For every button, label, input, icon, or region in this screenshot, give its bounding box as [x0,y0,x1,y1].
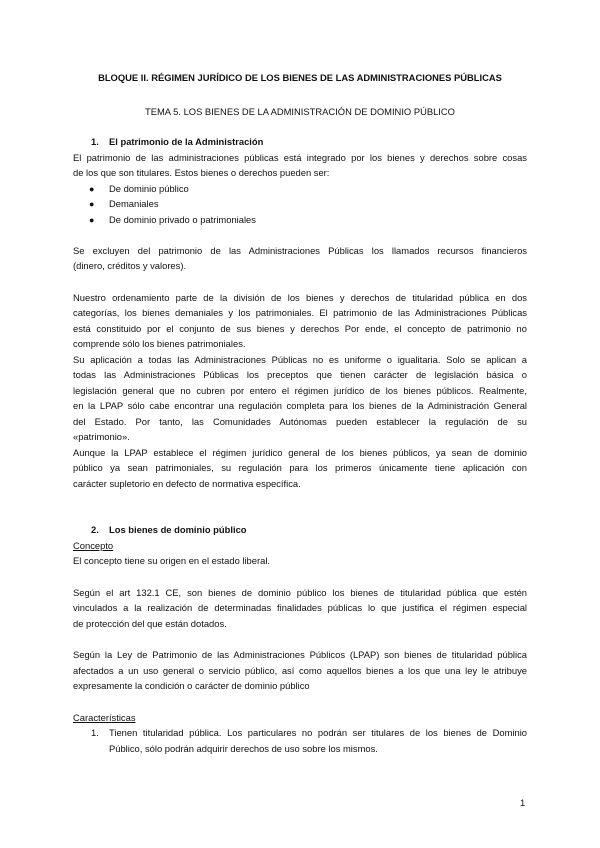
paragraph-line: legislación general que no cubren por entero el régimen jurídico de los bienes públicos. Realmente, [73,385,527,396]
subheading-caracteristicas: Características [73,712,136,723]
paragraph-line: de protección del que están dotados. [73,618,227,629]
paragraph-line: Se excluyen del patrimonio de las Administraciones Públicas los llamados recursos financieros [73,245,527,256]
paragraph-line: comprende sólo los bienes patrimoniales. [73,338,246,349]
paragraph-line: Según la Ley de Patrimonio de las Administraciones Públicos (LPAP) son bienes de titularidad pública [73,649,527,660]
list-item: De dominio privado o patrimoniales [109,214,256,225]
paragraph-line: (dinero, créditos y valores). [73,260,187,271]
paragraph-line: Aunque la LPAP establece el régimen jurídico general de los bienes públicos, ya sean de dominio [73,447,527,458]
bullet-icon: ● [89,199,95,209]
paragraph-line: público ya sean patrimoniales, su regulación para los primeros únicamente tiene aplicación con [73,462,527,473]
paragraph-line: del Estado. Por tanto, las Comunidades Autónomas pueden establecer la regulación de su [73,416,527,427]
paragraph-line: Su aplicación a todas las Administraciones Públicas no es uniforme o igualitaria. Solo se aplican a [73,354,527,365]
bullet-icon: ● [89,215,95,225]
list-number: 1. [91,727,99,738]
paragraph-line: afectados a un uso general o servicio público, así como aquellos bienes a los que una ley le atribuye [73,665,527,676]
paragraph-line: todas las Administraciones Públicas los preceptos que tienen carácter de legislación básica o [73,369,527,380]
paragraph-line: categorías, los bienes demaniales y los patrimoniales. El patrimonio de las Administraciones Públicas [73,307,527,318]
list-item: De dominio público [109,183,189,194]
page-number: 1 [520,797,526,808]
section-1-heading: El patrimonio de la Administración [109,136,264,147]
subheading-concepto: Concepto [73,540,114,551]
document-title: BLOQUE II. RÉGIMEN JURÍDICO DE LOS BIENES DE LAS ADMINISTRACIONES PÚBLICAS [98,72,502,83]
section-2-heading: Los bienes de dominio público [109,524,247,535]
paragraph-line: El concepto tiene su origen en el estado liberal. [73,555,271,566]
paragraph-line: en la LPAP sólo cabe encontrar una regulación completa para los bienes de la Administración General [73,400,527,411]
section-1-number: 1. [91,136,99,147]
list-item: Demaniales [109,198,159,209]
paragraph-line: vinculados a la realización de determinadas finalidades públicas lo que justifica el régimen especial [73,602,527,613]
list-item: Tienen titularidad pública. Los particulares no podrán ser titulares de los bienes de Dominio [109,727,527,738]
paragraph-line: Nuestro ordenamiento parte de la división de los bienes y derechos de titularidad pública en dos [73,292,527,303]
list-item: Público, sólo podrán adquirir derechos de uso sobre los mismos. [109,743,378,754]
bullet-icon: ● [89,184,95,194]
paragraph-line: está constituido por el conjunto de sus bienes y derechos Por ende, el concepto de patrimonio no [73,323,527,334]
paragraph-line: carácter supletorio en defecto de normativa específica. [73,478,301,489]
section-1-intro-line: El patrimonio de las administraciones públicas está integrado por los bienes y derechos sobre cosas [73,152,527,163]
paragraph-line: expresamente la condición o carácter de dominio público [73,680,310,691]
paragraph-line: Según el art 132.1 CE, son bienes de dominio público los bienes de titularidad pública que estén [73,587,527,598]
paragraph-line: «patrimonio». [73,431,130,442]
section-1-intro-line: de los que son titulares. Estos bienes o derechos pueden ser: [73,167,330,178]
section-2-number: 2. [91,524,99,535]
document-subtitle: TEMA 5. LOS BIENES DE LA ADMINISTRACIÓN DE DOMINIO PÚBLICO [145,106,455,117]
